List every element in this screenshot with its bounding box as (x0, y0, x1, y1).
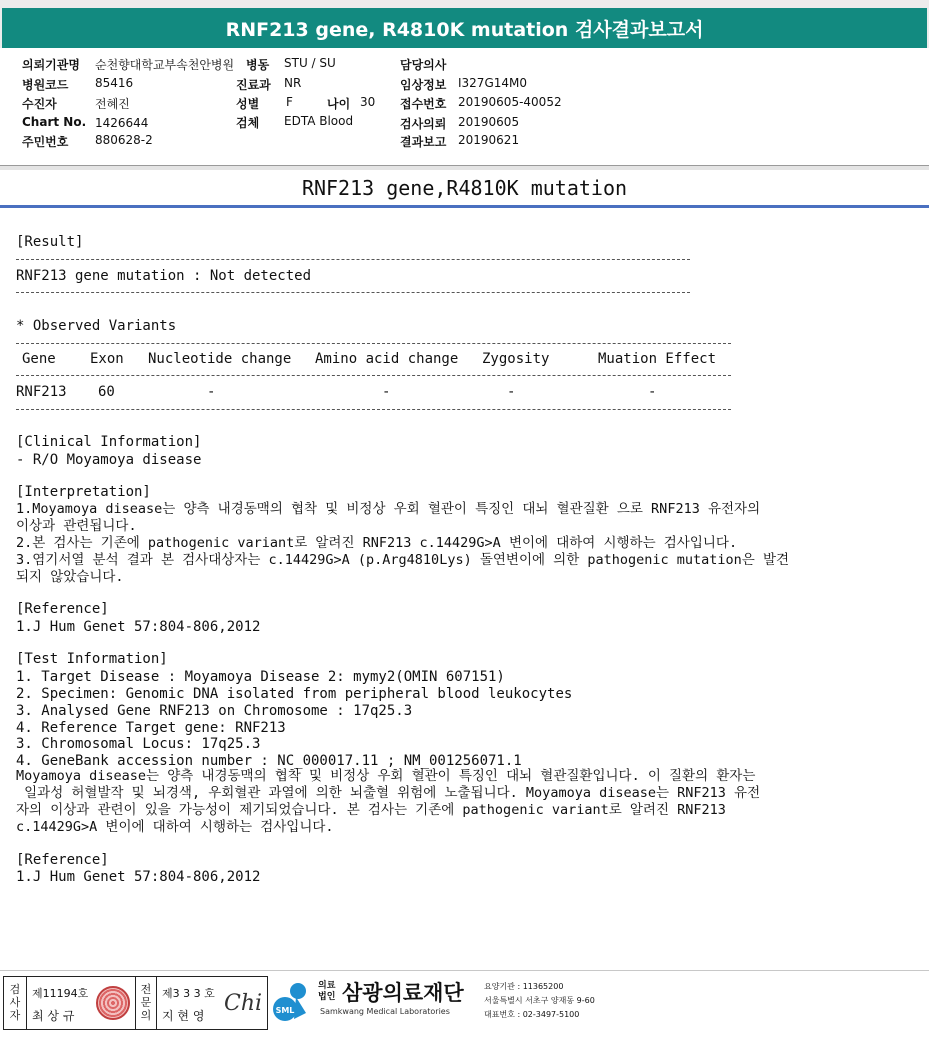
test-info-line: 3. Analysed Gene RNF213 on Chromosome : 17q25.3 (16, 703, 413, 719)
age-value: 30 (360, 95, 376, 109)
test-info-line: 3. Chromosomal Locus: 17q25.3 (16, 736, 261, 752)
reference-line: 1.J Hum Genet 57:804-806,2012 (16, 619, 261, 635)
column-header-nucleotide: Nucleotide change (148, 351, 292, 367)
signature-icon: Chi (224, 991, 263, 1016)
doctor-label: 담당의사 (400, 58, 447, 72)
institution-value: 순천향대학교부속천안병원 (95, 58, 235, 72)
divider-line (16, 259, 690, 260)
address-line: 서울특별시 서초구 양재동 9-60 (484, 996, 595, 1005)
phone-line: 대표번호 : 02-3497-5100 (484, 1010, 580, 1019)
brand-name-en: Samkwang Medical Laboratories (320, 1007, 450, 1016)
receipt-label: 접수번호 (400, 97, 447, 111)
request-date-label: 검사의뢰 (400, 117, 447, 131)
result-heading: [Result] (16, 234, 84, 250)
test-info-line: 일과성 허혈발작 및 뇌경색, 우회혈관 과열에 의한 뇌출혈 위험에 노출됩니다. Moyamoya disease는 RNF213 유전 (16, 785, 761, 801)
chart-no-label: Chart No. (22, 115, 87, 129)
interpretation-line: 3.염기서열 분석 결과 본 검사대상자는 c.14429G>A (p.Arg4810Lys) 돌연변이에 의한 pathogenic mutation은 발견 (16, 552, 790, 568)
variant-cell-amino-acid: - (382, 384, 391, 400)
divider-line (16, 409, 731, 410)
column-header-amino-acid: Amino acid change (315, 351, 459, 367)
test-info-line: 4. GeneBank accession number : NC_000017.11 ; NM_001256071.1 (16, 753, 522, 769)
variants-heading: * Observed Variants (16, 318, 177, 334)
interpretation-line: 되지 않았습니다. (16, 569, 124, 585)
corp-label-1: 의료 (318, 981, 336, 991)
report-date-label: 결과보고 (400, 135, 447, 149)
interpretation-line: 2.본 검사는 기존에 pathogenic variant로 알려진 RNF213 c.14429G>A 변이에 대하여 시행하는 검사입니다. (16, 535, 738, 551)
logo-text: SML (275, 1006, 295, 1015)
sex-label: 성별 (236, 97, 260, 111)
column-header-exon: Exon (90, 351, 124, 367)
test-info-line: 2. Specimen: Genomic DNA isolated from peripheral blood leukocytes (16, 686, 573, 702)
report-footer (0, 970, 929, 1040)
official-seal-icon (96, 986, 130, 1020)
reference-line: 1.J Hum Genet 57:804-806,2012 (16, 869, 261, 885)
report-title: RNF213 gene, R4810K mutation 검사결과보고서 (2, 8, 927, 48)
signature-box (3, 976, 268, 1030)
test-info-line: Moyamoya disease는 양측 내경동맥의 협착 및 비정상 우회 혈관이 특징인 대뇌 혈관질환입니다. 이 질환의 환자는 (16, 768, 756, 784)
specialist-license: 제3 3 3 호 (162, 987, 215, 1000)
request-date-value: 20190605 (458, 115, 520, 129)
brand-name-ko: 삼광의료재단 (342, 981, 464, 1005)
test-info-heading: [Test Information] (16, 651, 168, 667)
patient-info-panel (0, 48, 929, 166)
interpretation-line: 이상과 관련됩니다. (16, 518, 137, 534)
interpretation-line: 1.Moyamoya disease는 양측 내경동맥의 협착 및 비정상 우회 혈관이 특징인 대뇌 혈관질환 으로 RNF213 유전자의 (16, 501, 761, 517)
reference-heading: [Reference] (16, 852, 109, 868)
interpretation-heading: [Interpretation] (16, 484, 151, 500)
dept-value: NR (284, 76, 302, 90)
column-header-zygosity: Zygosity (482, 351, 550, 367)
institution-label: 의뢰기관명 (22, 58, 80, 72)
hospital-code-value: 85416 (95, 76, 134, 90)
test-info-line: 1. Target Disease : Moyamoya Disease 2: mymy2(OMIN 607151) (16, 669, 505, 685)
divider-line (16, 292, 690, 293)
test-info-line: 자의 이상과 관련이 있을 가능성이 제기되었습니다. 본 검사는 기존에 pathogenic variant로 알려진 RNF213 (16, 802, 726, 818)
specimen-value: EDTA Blood (284, 114, 354, 128)
rrn-label: 주민번호 (22, 135, 69, 149)
divider-line (26, 977, 27, 1029)
chart-no-value: 1426644 (95, 116, 149, 130)
variant-cell-zygosity: - (507, 384, 516, 400)
specialist-label: 전문의 (140, 983, 152, 1022)
receipt-value: 20190605-40052 (458, 95, 562, 109)
divider-line (156, 977, 157, 1029)
reference-heading: [Reference] (16, 601, 109, 617)
column-header-effect: Muation Effect (598, 351, 717, 367)
corp-label-2: 법인 (318, 992, 336, 1002)
result-line: RNF213 gene mutation : Not detected (16, 268, 312, 284)
variant-cell-nucleotide: - (207, 384, 216, 400)
divider-line (16, 375, 731, 376)
specialist-name: 지 현 영 (162, 1009, 205, 1023)
dept-label: 진료과 (236, 78, 271, 92)
test-info-line: 4. Reference Target gene: RNF213 (16, 720, 286, 736)
patient-value: 전혜진 (95, 97, 130, 111)
tester-name: 최 상 규 (32, 1009, 75, 1023)
divider-line (16, 343, 731, 344)
title-rule (0, 205, 929, 208)
report-date-value: 20190621 (458, 133, 520, 147)
sex-value: F (286, 95, 293, 109)
document-title: RNF213 gene,R4810K mutation (301, 176, 628, 200)
age-label: 나이 (327, 97, 351, 111)
tester-license: 제11194호 (32, 987, 89, 1000)
institution-code-line: 요양기관 : 11365200 (484, 982, 564, 991)
divider-line (135, 977, 136, 1029)
clinical-heading: [Clinical Information] (16, 434, 202, 450)
clinical-line: - R/O Moyamoya disease (16, 452, 202, 468)
hospital-code-label: 병원코드 (22, 78, 69, 92)
clinical-info-label: 임상정보 (400, 78, 447, 92)
test-info-line: c.14429G>A 변이에 대하여 시행하는 검사입니다. (16, 819, 334, 835)
ward-label: 병동 (246, 58, 270, 72)
variant-cell-effect: - (648, 384, 657, 400)
rrn-value: 880628-2 (95, 133, 153, 147)
tester-label: 검사자 (9, 983, 21, 1022)
sml-logo-icon (272, 979, 316, 1023)
column-header-gene: Gene (22, 351, 56, 367)
ward-value: STU / SU (284, 56, 336, 70)
clinical-info-value: I327G14M0 (458, 76, 527, 90)
variant-cell-exon: 60 (98, 384, 115, 400)
patient-label: 수진자 (22, 97, 57, 111)
specimen-label: 검체 (236, 116, 260, 130)
variant-cell-gene: RNF213 (16, 384, 67, 400)
